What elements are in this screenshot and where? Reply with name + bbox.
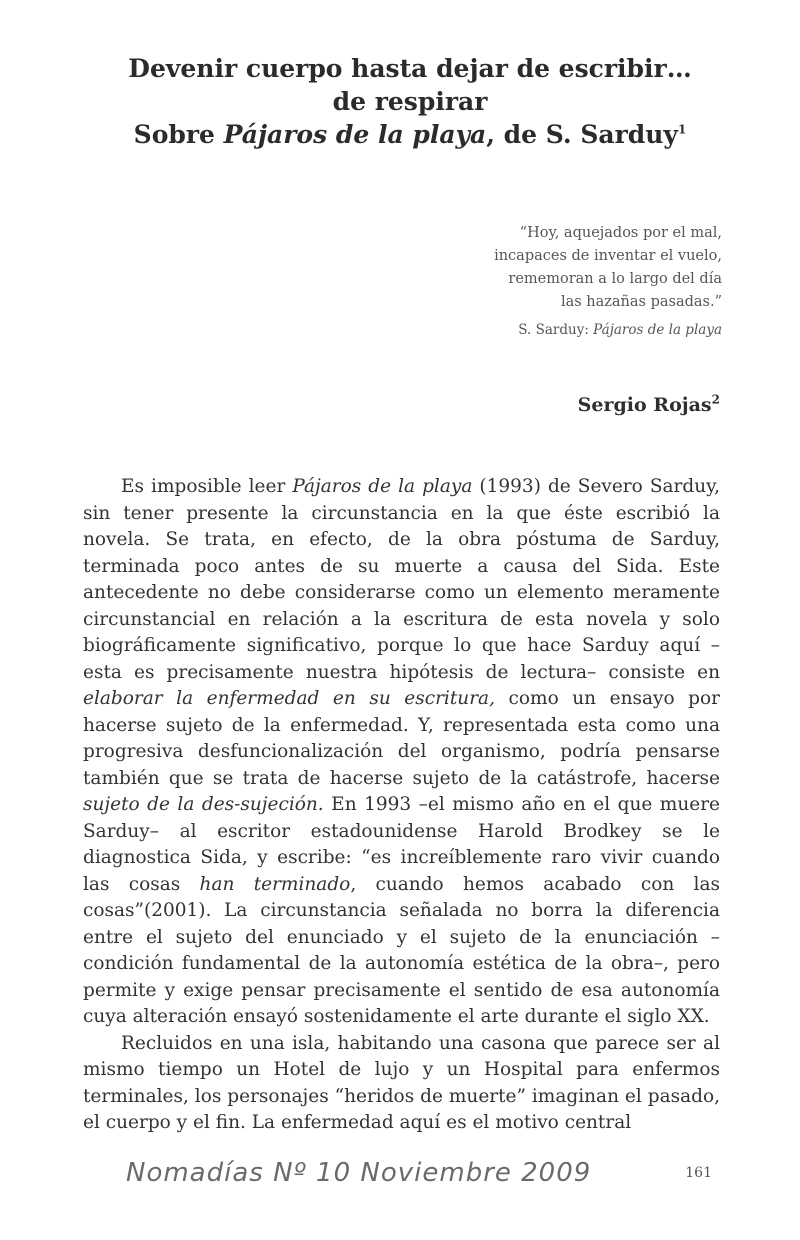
author-footnote-marker: 2 xyxy=(711,392,720,407)
page-number: 161 xyxy=(685,1165,712,1181)
italic-run: elaborar la enfermedad en su escritura, xyxy=(83,688,495,709)
text-run: , cuando hemos acabado con las cosas”(2001). La circunstancia señalada no borra la diferencia entre el sujeto del enunciado y el sujeto de la enunciación –condición fundamental de la autonomía estética de la obra–, pero permite y exige pensar precisamente el sentido de esa autonomía cuya alteración ensayó sostenidamente el arte durante el siglo XX. xyxy=(83,873,721,1027)
italic-run: sujeto de la des-sujeción. xyxy=(83,794,324,815)
italic-run: han terminado xyxy=(199,873,351,895)
article-body xyxy=(83,474,720,1137)
epigraph-line: las hazañas pasadas.” xyxy=(560,294,722,310)
text-run: como un ensayo por hacerse sujeto de la enfermedad. Y, representada esta como una progresiva desfuncionalización del organismo, podría pensarse también que se trata de hacerse sujeto de la catástrofe, hacerse xyxy=(83,688,720,789)
author-name: Sergio Rojas xyxy=(577,394,712,416)
paragraph-1 xyxy=(83,474,720,1031)
article-title xyxy=(90,52,730,151)
title-line-1: Devenir cuerpo hasta dejar de escribir… xyxy=(128,54,692,83)
epigraph xyxy=(402,222,722,342)
text-run: Es imposible leer xyxy=(121,476,293,497)
text-run: (1993) de Severo Sarduy, sin tener presente la circunstancia en la que éste escribió la novela. Se trata, en efecto, de la obra póstuma de Sarduy, terminada poco antes de su muerte a causa del Sida. Este antecedente no debe considerarse como un elemento meramente circunstancial en relación a la escritura de esta novela y solo biográficamente significativo, porque lo que hace Sarduy aquí –esta es precisamente nuestra hipótesis de lectura– consiste en xyxy=(83,476,721,683)
epigraph-line: incapaces de inventar el vuelo, xyxy=(494,248,722,264)
title-book-name: Pájaros de la playa xyxy=(223,120,487,149)
title-prefix: Sobre xyxy=(133,120,224,149)
paragraph-2: Recluidos en una isla, habitando una casona que parece ser al mismo tiempo un Hotel de lujo y un Hospital para enfermos terminales, los personajes “heridos de muerte” imaginan el pasado, el cuerpo y el fin. La enfermedad aquí es el motivo central xyxy=(83,1032,720,1133)
italic-run: Pájaros de la playa xyxy=(292,476,473,497)
title-footnote-marker: 1 xyxy=(677,122,687,137)
title-line-3 xyxy=(90,118,730,151)
epigraph-attribution xyxy=(402,319,722,342)
title-suffix: , de S. Sarduy xyxy=(486,120,678,149)
text-run: En 1993 –el mismo año en el que muere Sarduy– al escritor estadounidense Harold Brodkey se le diagnostica Sida, y escribe: “es increíblemente raro vivir cuando las cosas xyxy=(83,794,721,895)
handwritten-journal-note: Nomadías Nº 10 Noviembre 2009 xyxy=(126,1158,592,1188)
title-line-2: de respirar xyxy=(332,87,488,116)
author-byline xyxy=(578,394,720,416)
attribution-work: Pájaros de la playa xyxy=(593,322,722,338)
epigraph-line: “Hoy, aquejados por el mal, xyxy=(519,225,722,241)
attribution-author: S. Sarduy: xyxy=(518,322,594,338)
epigraph-line: rememoran a lo largo del día xyxy=(508,271,722,287)
